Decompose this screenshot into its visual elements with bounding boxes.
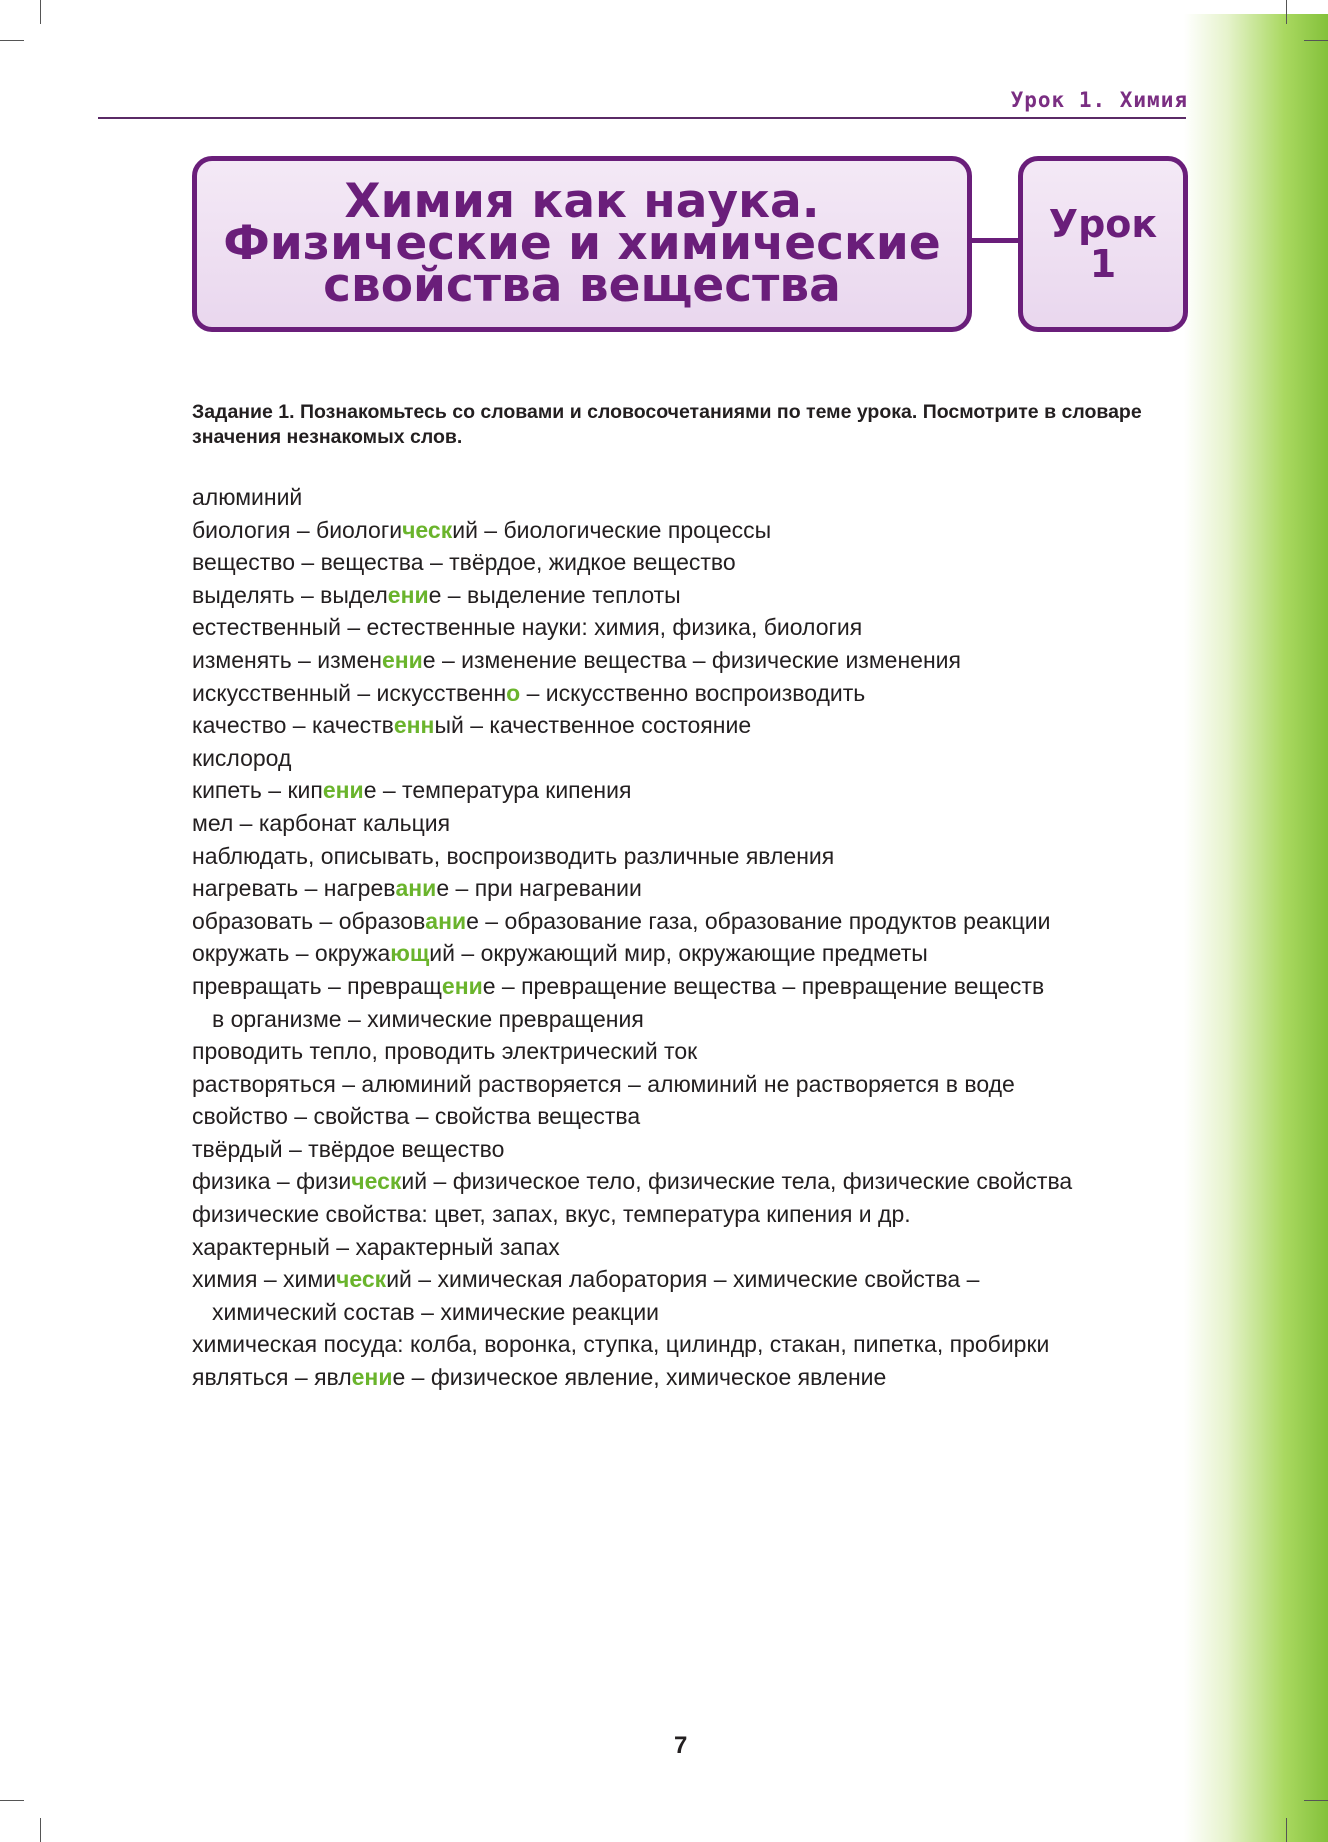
vocabulary-item: [192, 1296, 1152, 1329]
crop-mark: [40, 0, 41, 24]
vocabulary-text: химия – хими: [192, 1266, 337, 1293]
vocabulary-item: [192, 905, 1152, 938]
vocabulary-item: [192, 1003, 1152, 1036]
vocabulary-text: являться – явл: [192, 1364, 352, 1391]
vocabulary-text: е – изменение вещества – физические изменения: [422, 646, 961, 673]
highlighted-morpheme: ческ: [351, 1168, 402, 1195]
vocabulary-text: мел – карбонат кальция: [192, 809, 451, 836]
vocabulary-text: образовать – образов: [192, 907, 426, 934]
vocabulary-text: е – при нагревании: [436, 875, 642, 902]
vocabulary-item: [192, 807, 1152, 840]
vocabulary-text: нагревать – нагрев: [192, 875, 396, 902]
vocabulary-text: е – выделение теплоты: [428, 581, 681, 608]
vocabulary-text: химическая посуда: колба, воронка, ступка, цилиндр, стакан, пипетка, пробирки: [192, 1331, 1050, 1358]
vocabulary-text: окружать – окружа: [192, 940, 391, 967]
vocabulary-item: [192, 546, 1152, 579]
vocabulary-item: [192, 611, 1152, 644]
lesson-title-box: [192, 156, 972, 332]
vocabulary-item: [192, 709, 1152, 742]
vocabulary-list: [192, 481, 1152, 1394]
vocabulary-text: биология – биологи: [192, 516, 403, 543]
vocabulary-text: е – температура кипения: [363, 777, 632, 804]
vocabulary-item: [192, 742, 1152, 775]
header-rule: [98, 117, 1186, 119]
highlighted-morpheme: ени: [387, 581, 429, 608]
vocabulary-item: [192, 1100, 1152, 1133]
vocabulary-text: превращать – превращ: [192, 972, 442, 999]
vocabulary-item: [192, 840, 1152, 873]
vocabulary-text: выделять – выдел: [192, 581, 388, 608]
highlighted-morpheme: ющ: [390, 940, 430, 967]
vocabulary-text: кислород: [192, 744, 292, 771]
vocabulary-text: физические свойства: цвет, запах, вкус, температура кипения и др.: [192, 1201, 911, 1228]
vocabulary-text: твёрдый – твёрдое вещество: [192, 1135, 505, 1162]
vocabulary-text: ий – биологические процессы: [452, 516, 772, 543]
highlighted-morpheme: ени: [322, 777, 364, 804]
vocabulary-text: е – физическое явление, химическое явление: [392, 1364, 887, 1391]
vocabulary-item: [192, 937, 1152, 970]
task-heading: Задание 1. Познакомьтесь со словами и словосочетаниями по теме урока. Посмотрите в словаре значения незнакомых слов.: [192, 401, 1142, 448]
vocabulary-text: изменять – измен: [192, 646, 382, 673]
vocabulary-item: [192, 970, 1152, 1003]
vocabulary-text: алюминий: [192, 484, 303, 510]
vocabulary-item: [192, 1231, 1152, 1264]
vocabulary-item: [192, 1035, 1152, 1068]
vocabulary-text: в организме – химические превращения: [212, 1005, 644, 1032]
vocabulary-text: качество – качеств: [192, 712, 394, 739]
vocabulary-item: [192, 481, 1152, 514]
vocabulary-item: [192, 1068, 1152, 1101]
title-connector-line: [972, 238, 1018, 243]
vocabulary-item: [192, 1263, 1152, 1296]
vocabulary-text: кипеть – кип: [192, 777, 323, 804]
title-line: Химия как наука.: [344, 174, 820, 229]
vocabulary-item: [192, 1361, 1152, 1394]
highlighted-morpheme: ени: [381, 646, 423, 673]
vocabulary-item: [192, 872, 1152, 905]
highlighted-morpheme: ани: [395, 875, 437, 902]
vocabulary-text: физика – физи: [192, 1168, 352, 1195]
crop-mark: [1286, 1818, 1287, 1842]
crop-mark: [1304, 40, 1328, 41]
vocabulary-item: [192, 1328, 1152, 1361]
highlighted-morpheme: ческ: [336, 1266, 387, 1293]
highlighted-morpheme: о: [506, 679, 521, 706]
vocabulary-text: – искусственно воспроизводить: [520, 679, 866, 706]
vocabulary-item: [192, 1133, 1152, 1166]
title-line: свойства вещества: [323, 258, 841, 313]
crop-mark: [0, 1800, 24, 1801]
lesson-title: [223, 174, 941, 313]
vocabulary-text: ий – окружающий мир, окружающие предметы: [429, 940, 928, 967]
highlighted-morpheme: ани: [425, 907, 467, 934]
green-side-band: [1184, 14, 1328, 1842]
title-line: Физические и химические: [223, 216, 941, 271]
vocabulary-text: ий – химическая лаборатория – химические свойства –: [386, 1266, 980, 1293]
highlighted-morpheme: ческ: [402, 516, 453, 543]
vocabulary-text: проводить тепло, проводить электрический ток: [192, 1038, 698, 1065]
vocabulary-item: [192, 774, 1152, 807]
vocabulary-text: вещество – вещества – твёрдое, жидкое вещество: [192, 549, 736, 576]
vocabulary-item: [192, 644, 1152, 677]
highlighted-morpheme: ени: [441, 972, 483, 999]
vocabulary-item: [192, 514, 1152, 547]
vocabulary-item: [192, 1198, 1152, 1231]
highlighted-morpheme: енн: [393, 712, 435, 739]
vocabulary-text: е – превращение вещества – превращение веществ: [482, 972, 1045, 999]
lesson-badge-number: 1: [1089, 242, 1117, 286]
vocabulary-item: [192, 1165, 1152, 1198]
vocabulary-text: характерный – характерный запах: [192, 1233, 560, 1260]
vocabulary-text: химический состав – химические реакции: [212, 1298, 660, 1325]
vocabulary-text: е – образование газа, образование продуктов реакции: [466, 907, 1051, 934]
vocabulary-text: свойство – свойства – свойства вещества: [192, 1103, 641, 1130]
crop-mark: [1304, 1800, 1328, 1801]
vocabulary-text: ий – физическое тело, физические тела, физические свойства: [401, 1168, 1073, 1195]
highlighted-morpheme: ени: [351, 1364, 393, 1391]
lesson-badge-word: Урок: [1048, 202, 1158, 246]
vocabulary-text: ый – качественное состояние: [434, 712, 752, 739]
vocabulary-item: [192, 579, 1152, 612]
vocabulary-text: наблюдать, описывать, воспроизводить различные явления: [192, 842, 835, 869]
crop-mark: [0, 40, 24, 41]
vocabulary-text: растворяться – алюминий растворяется – алюминий не растворяется в воде: [192, 1070, 1015, 1097]
crop-mark: [1286, 0, 1287, 24]
running-head: Урок 1. Химия: [1010, 88, 1188, 112]
crop-mark: [40, 1818, 41, 1842]
vocabulary-text: искусственный – искусственн: [192, 679, 507, 706]
vocabulary-item: [192, 677, 1152, 710]
vocabulary-text: естественный – естественные науки: химия, физика, биология: [192, 614, 863, 641]
lesson-badge: [1018, 156, 1188, 332]
page-number: 7: [674, 1732, 688, 1759]
